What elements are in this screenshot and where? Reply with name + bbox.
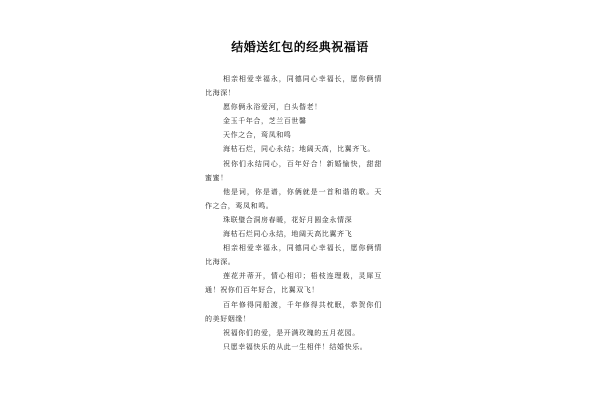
paragraph: 他是词，你是谱，你俩就是一首和谐的歌。天作之合，鸾凤和鸣。 [205,187,382,210]
paragraph: 百年修得同船渡，千年修得共枕眠，恭贺你们的美好姻缘！ [205,300,382,323]
paragraph: 只愿幸福快乐的从此一生相伴！结婚快乐。 [223,342,368,351]
paragraph: 金玉千年合，芝兰百世馨 [223,117,307,126]
paragraph: 莲花并蒂开，情心相印；梧枝连理栽，灵犀互通！祝你们百年好合，比翼双飞！ [205,272,382,295]
paragraph: 愿你俩永浴爱河，白头偕老！ [223,103,322,112]
paragraph: 祝你们永结同心，百年好合！新婚愉快，甜甜蜜蜜！ [205,159,382,182]
paragraph: 天作之合，鸾凤和鸣 [223,131,292,140]
paragraph: 海枯石烂，同心永结；地阔天高，比翼齐飞。 [223,145,375,154]
paragraph: 相亲相爱幸福永，同德同心幸福长，愿你俩情比海深。 [205,244,382,267]
document-title: 结婚送红包的经典祝福语 [231,40,369,54]
paragraph: 相亲相爱幸福永，同德同心幸福长，愿你俩情比海深！ [205,75,382,98]
paragraph: 祝福你们的爱，是开满玫瑰的五月花园。 [223,328,360,337]
document-body [205,72,382,354]
paragraph: 海枯石烂同心永结，地阔天高比翼齐飞 [223,230,353,239]
paragraph: 珠联璧合洞房春暖，花好月圆金永情深 [223,215,353,224]
